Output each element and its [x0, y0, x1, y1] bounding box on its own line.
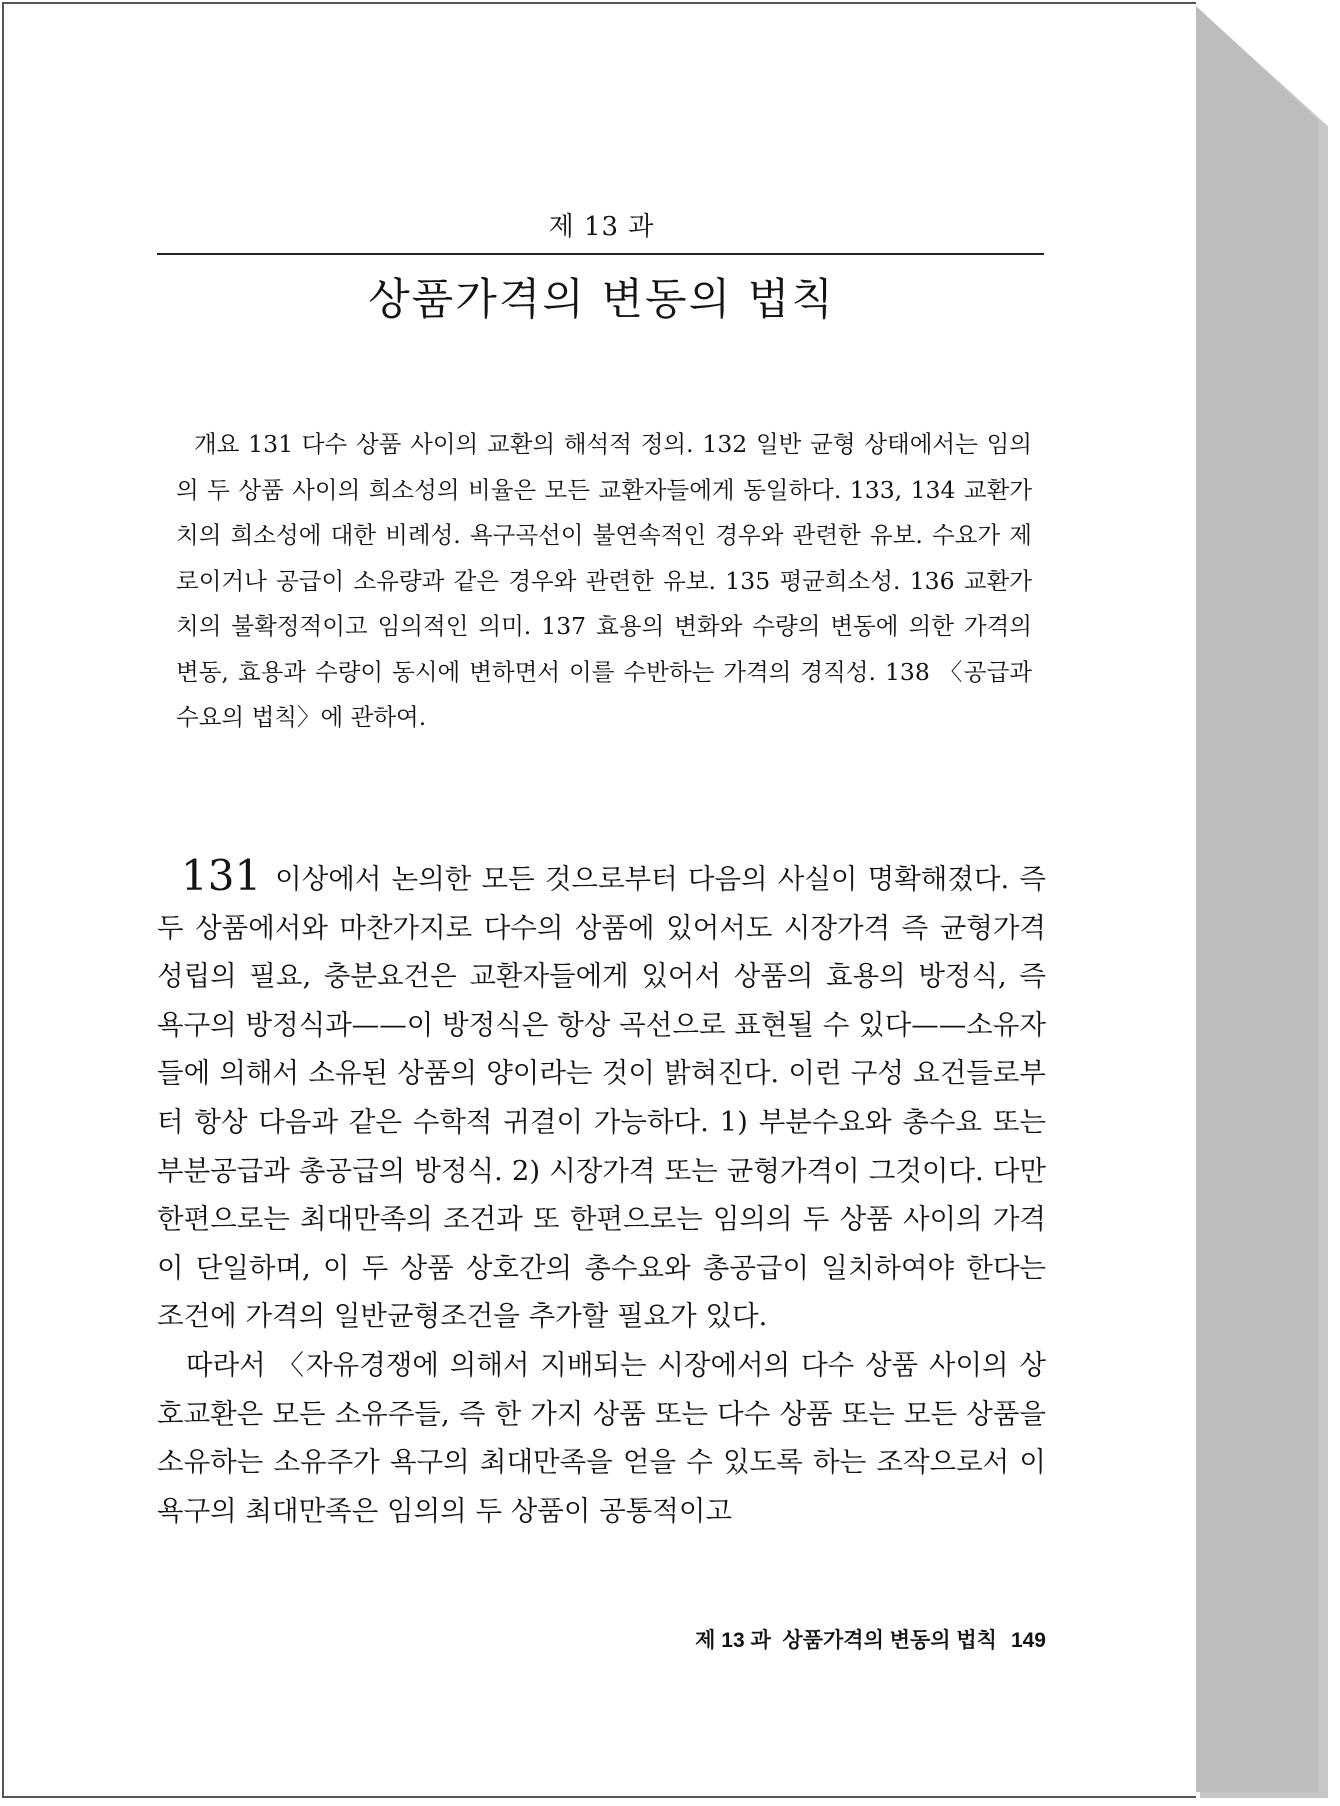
chapter-summary: 개요 131 다수 상품 사이의 교환의 해석적 정의. 132 일반 균형 상태에서는 임의의 두 상품 사이의 희소성의 비율은 모든 교환자들에게 동일하다. 133, 134 교환가치의 희소성에 대한 비례성. 욕구곡선이 불연속적인 경우와 관련한 유보. 수요가 제로이거나 공급이 소유량과 같은 경우와 관련한 유보. 135 평균희소성. 136 교환가치의 불확정적이고 임의적인 의미. 137 효용의 변화와 수량의 변동에 의한 가격의 변동, 효용과 수량이 동시에 변하면서 이를 수반하는 가격의 경직성. 138 〈공급과 수요의 법칙〉에 관하여. [176, 430, 1032, 731]
section-number: 131 [181, 851, 262, 900]
paragraph-1 [157, 852, 1046, 1341]
page-number: 149 [1010, 1629, 1046, 1652]
running-footer [695, 1624, 1046, 1654]
chapter-rule [157, 253, 1044, 255]
book-page [2, 2, 1196, 1798]
chapter-label: 제 13 과 [548, 212, 655, 242]
paragraph-2: 따라서 〈자유경쟁에 의해서 지배되는 시장에서의 다수 상품 사이의 상호교환은 모든 소유주들, 즉 한 가지 상품 또는 다수 상품 또는 모든 상품을 소유하는 소유주가 욕구의 최대만족을 얻을 수 있도록 하는 조작으로서 이 욕구의 최대만족은 임의의 두 상품이 공통적이고 [157, 1348, 1046, 1527]
chapter-title: 상품가격의 변동의 법칙 [368, 275, 835, 325]
paragraph-1-text: 이상에서 논의한 모든 것으로부터 다음의 사실이 명확해졌다. 즉 두 상품에서와 마찬가지로 다수의 상품에 있어서도 시장가격 즉 균형가격 성립의 필요, 충분요건은 교환자들에게 있어서 상품의 효용의 방정식, 즉 욕구의 방정식과——이 방정식은 항상 곡선으로 표현될 수 있다——소유자들에 의해서 소유된 상품의 양이라는 것이 밝혀진다. 이런 구성 요건들로부터 항상 다음과 같은 수학적 귀결이 가능하다. 1) 부분수요와 총수요 또는 부분공급과 총공급의 방정식. 2) 시장가격 또는 균형가격이 그것이다. 다만 한편으로는 최대만족의 조건과 또 한편으로는 임의의 두 상품 사이의 가격이 단일하며, 이 두 상품 상호간의 총수요와 총공급이 일치하여야 한다는 조건에 가격의 일반균형조건을 추가할 필요가 있다. [157, 863, 1046, 1333]
running-title: 제 13 과 상품가격의 변동의 법칙 [695, 1629, 997, 1652]
book-page-edges [1194, 4, 1318, 1792]
body-text [157, 852, 1046, 1535]
